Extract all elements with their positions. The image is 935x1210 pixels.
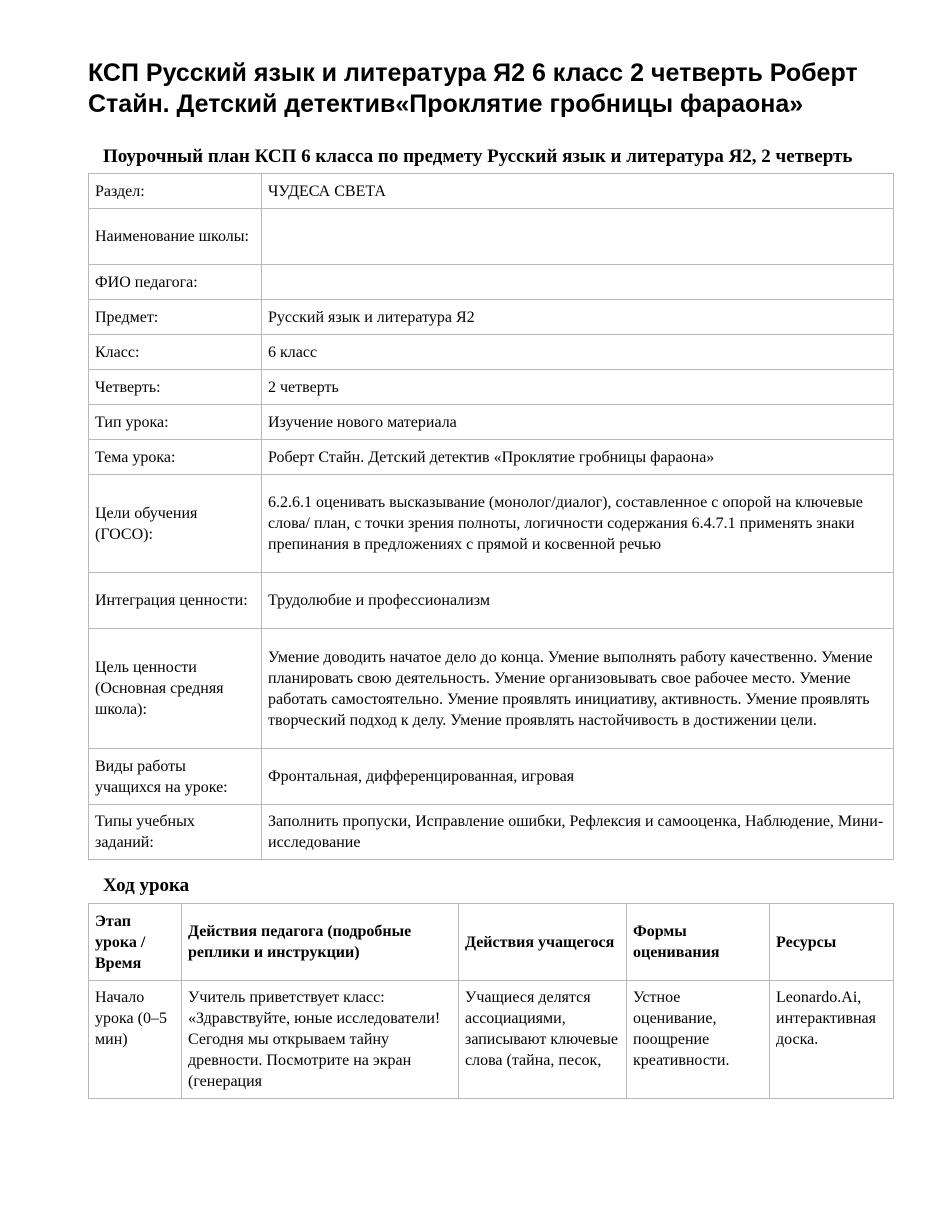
info-row: [89, 573, 894, 629]
info-label: Виды работы учащихся на уроке:: [89, 749, 262, 805]
info-value: 6.2.6.1 оценивать высказывание (монолог/диалог), составленное с опорой на ключевые слова/ план, с точки зрения полноты, логичности содержания 6.4.7.1 применять знаки препинания в предложениях с прямой и косвенной речью: [262, 475, 894, 573]
lesson-table-header-cell: Действия учащегося: [459, 904, 627, 981]
plan-heading: Поурочный план КСП 6 класса по предмету Русский язык и литература Я2, 2 четверть: [103, 146, 853, 167]
info-label: Типы учебных заданий:: [89, 805, 262, 860]
info-label: Предмет:: [89, 300, 262, 335]
info-value: Фронтальная, дифференцированная, игровая: [262, 749, 894, 805]
info-label: Раздел:: [89, 174, 262, 209]
info-value: Изучение нового материала: [262, 405, 894, 440]
info-row: [89, 405, 894, 440]
lesson-table-header-cell: Этап урока / Время: [89, 904, 182, 981]
info-row: [89, 749, 894, 805]
info-value: Умение доводить начатое дело до конца. Умение выполнять работу качественно. Умение планировать свою деятельность. Умение организовывать свое рабочее место. Умение работать самостоятельно. Умение проявлять инициативу, активность. Умение проявлять творческий подход к делу. Умение проявлять настойчивость в достижении цели.: [262, 629, 894, 749]
info-label: Наименование школы:: [89, 209, 262, 265]
document-page: [88, 58, 893, 1099]
lesson-table-cell: Устное оценивание, поощрение креативности.: [627, 981, 770, 1099]
info-label: Тип урока:: [89, 405, 262, 440]
info-row: [89, 300, 894, 335]
info-row: [89, 440, 894, 475]
info-value: 2 четверть: [262, 370, 894, 405]
info-label: Четверть:: [89, 370, 262, 405]
lesson-table-cell: Учитель приветствует класс: «Здравствуйте, юные исследователи! Сегодня мы открываем тайну древности. Посмотрите на экран (генерация: [182, 981, 459, 1099]
info-value: ЧУДЕСА СВЕТА: [262, 174, 894, 209]
lesson-flow-heading: Ход урока: [103, 875, 190, 896]
info-row: [89, 335, 894, 370]
info-row: [89, 475, 894, 573]
lesson-info-table: [88, 173, 894, 860]
info-value: 6 класс: [262, 335, 894, 370]
lesson-table-header-cell: Ресурсы: [770, 904, 894, 981]
lesson-table-row: [89, 981, 894, 1099]
info-value: [262, 209, 894, 265]
info-value: Заполнить пропуски, Исправление ошибки, Рефлексия и самооценка, Наблюдение, Мини-исследование: [262, 805, 894, 860]
info-label: Цель ценности (Основная средняя школа):: [89, 629, 262, 749]
info-value: [262, 265, 894, 300]
info-label: Интеграция ценности:: [89, 573, 262, 629]
info-row: [89, 370, 894, 405]
lesson-table-header-cell: Действия педагога (подробные реплики и инструкции): [182, 904, 459, 981]
info-row: [89, 805, 894, 860]
info-row: [89, 629, 894, 749]
info-label: Тема урока:: [89, 440, 262, 475]
lesson-table-cell: Leonardo.Ai, интерактивная доска.: [770, 981, 894, 1099]
lesson-table-cell: Учащиеся делятся ассоциациями, записывают ключевые слова (тайна, песок,: [459, 981, 627, 1099]
info-row: [89, 209, 894, 265]
document-title: КСП Русский язык и литература Я2 6 класс 2 четверть Роберт Стайн. Детский детектив«Проклятие гробницы фараона»: [88, 59, 858, 118]
lesson-table-header-cell: Формы оценивания: [627, 904, 770, 981]
lesson-flow-table: [88, 903, 894, 1099]
info-value: Роберт Стайн. Детский детектив «Проклятие гробницы фараона»: [262, 440, 894, 475]
lesson-table-header-row: [89, 904, 894, 981]
info-value: Трудолюбие и профессионализм: [262, 573, 894, 629]
info-row: [89, 265, 894, 300]
info-label: Класс:: [89, 335, 262, 370]
info-value: Русский язык и литература Я2: [262, 300, 894, 335]
info-label: ФИО педагога:: [89, 265, 262, 300]
info-row: [89, 174, 894, 209]
info-label: Цели обучения (ГОСО):: [89, 475, 262, 573]
lesson-table-cell: Начало урока (0–5 мин): [89, 981, 182, 1099]
